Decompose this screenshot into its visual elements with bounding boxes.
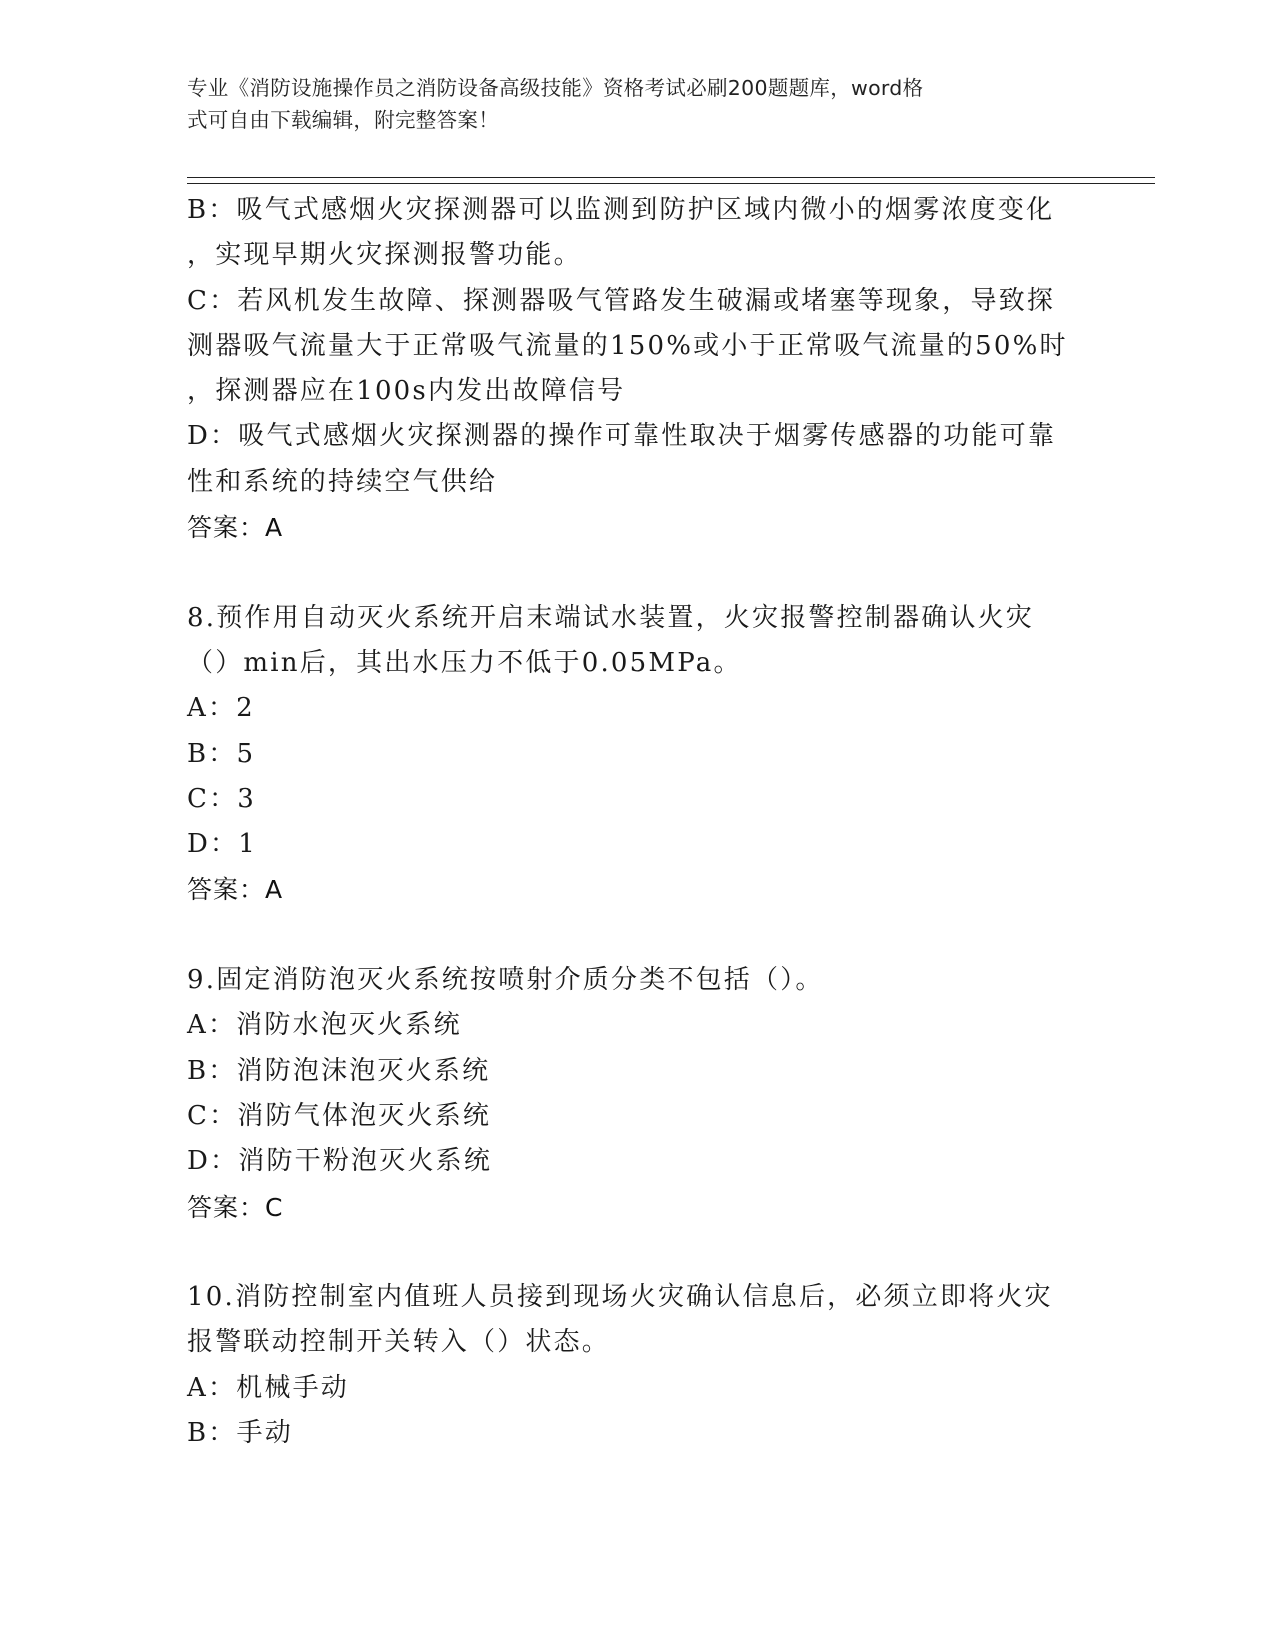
spacer xyxy=(187,550,1087,595)
question-9 xyxy=(187,958,1087,1230)
option-b: B：消防泡沫泡灭火系统 xyxy=(187,1055,491,1086)
spacer xyxy=(187,1230,1087,1275)
question-stem: 10.消防控制室内值班人员接到现场火灾确认信息后，必须立即将火灾 xyxy=(187,1282,1053,1313)
option-c-continued: ，探测器应在100s内发出故障信号 xyxy=(187,376,626,407)
option-b: B：手动 xyxy=(187,1418,293,1449)
option-d-continued: 性和系统的持续空气供给 xyxy=(187,466,498,497)
option-c: C：消防气体泡灭火系统 xyxy=(187,1100,492,1131)
option-c-continued: 测器吸气流量大于正常吸气流量的150%或小于正常吸气流量的50%时 xyxy=(187,330,1068,361)
option-a: A：2 xyxy=(187,693,255,724)
question-stem: 8.预作用自动灭火系统开启末端试水装置，火灾报警控制器确认火灾 xyxy=(187,602,1035,633)
option-d: D：消防干粉泡灭火系统 xyxy=(187,1146,493,1177)
option-c: C：若风机发生故障、探测器吸气管路发生破漏或堵塞等现象，导致探 xyxy=(187,285,1056,316)
option-b: B：5 xyxy=(187,738,256,769)
question-stem-continued: （）min后，其出水压力不低于0.05MPa。 xyxy=(187,647,742,678)
option-d: D：1 xyxy=(187,829,257,860)
header-line-2: 式可自由下载编辑，附完整答案！ xyxy=(187,108,499,132)
option-a: A：消防水泡灭火系统 xyxy=(187,1010,462,1041)
option-c: C：3 xyxy=(187,783,257,814)
answer: 答案：C xyxy=(187,1192,284,1222)
option-a: A：机械手动 xyxy=(187,1372,349,1403)
answer: 答案：A xyxy=(187,513,284,543)
question-8 xyxy=(187,596,1087,913)
header-rule-top xyxy=(187,177,1155,178)
header-rule-bottom xyxy=(187,183,1155,184)
header-line-1: 专业《消防设施操作员之消防设备高级技能》资格考试必刷200题题库，word格 xyxy=(187,76,924,100)
answer: 答案：A xyxy=(187,875,284,905)
option-b: B：吸气式感烟火灾探测器可以监测到防护区域内微小的烟雾浓度变化 xyxy=(187,195,1055,225)
question-7-continued xyxy=(187,188,1087,550)
spacer xyxy=(187,913,1087,958)
option-b-continued: ，实现早期火灾探测报警功能。 xyxy=(187,240,582,271)
document-header xyxy=(187,72,1067,136)
document-body xyxy=(187,188,1087,1456)
question-stem: 9.固定消防泡灭火系统按喷射介质分类不包括（）。 xyxy=(187,965,824,996)
question-10 xyxy=(187,1275,1087,1456)
question-stem-continued: 报警联动控制开关转入（）状态。 xyxy=(187,1327,611,1358)
option-d: D：吸气式感烟火灾探测器的操作可靠性取决于烟雾传感器的功能可靠 xyxy=(187,421,1057,452)
